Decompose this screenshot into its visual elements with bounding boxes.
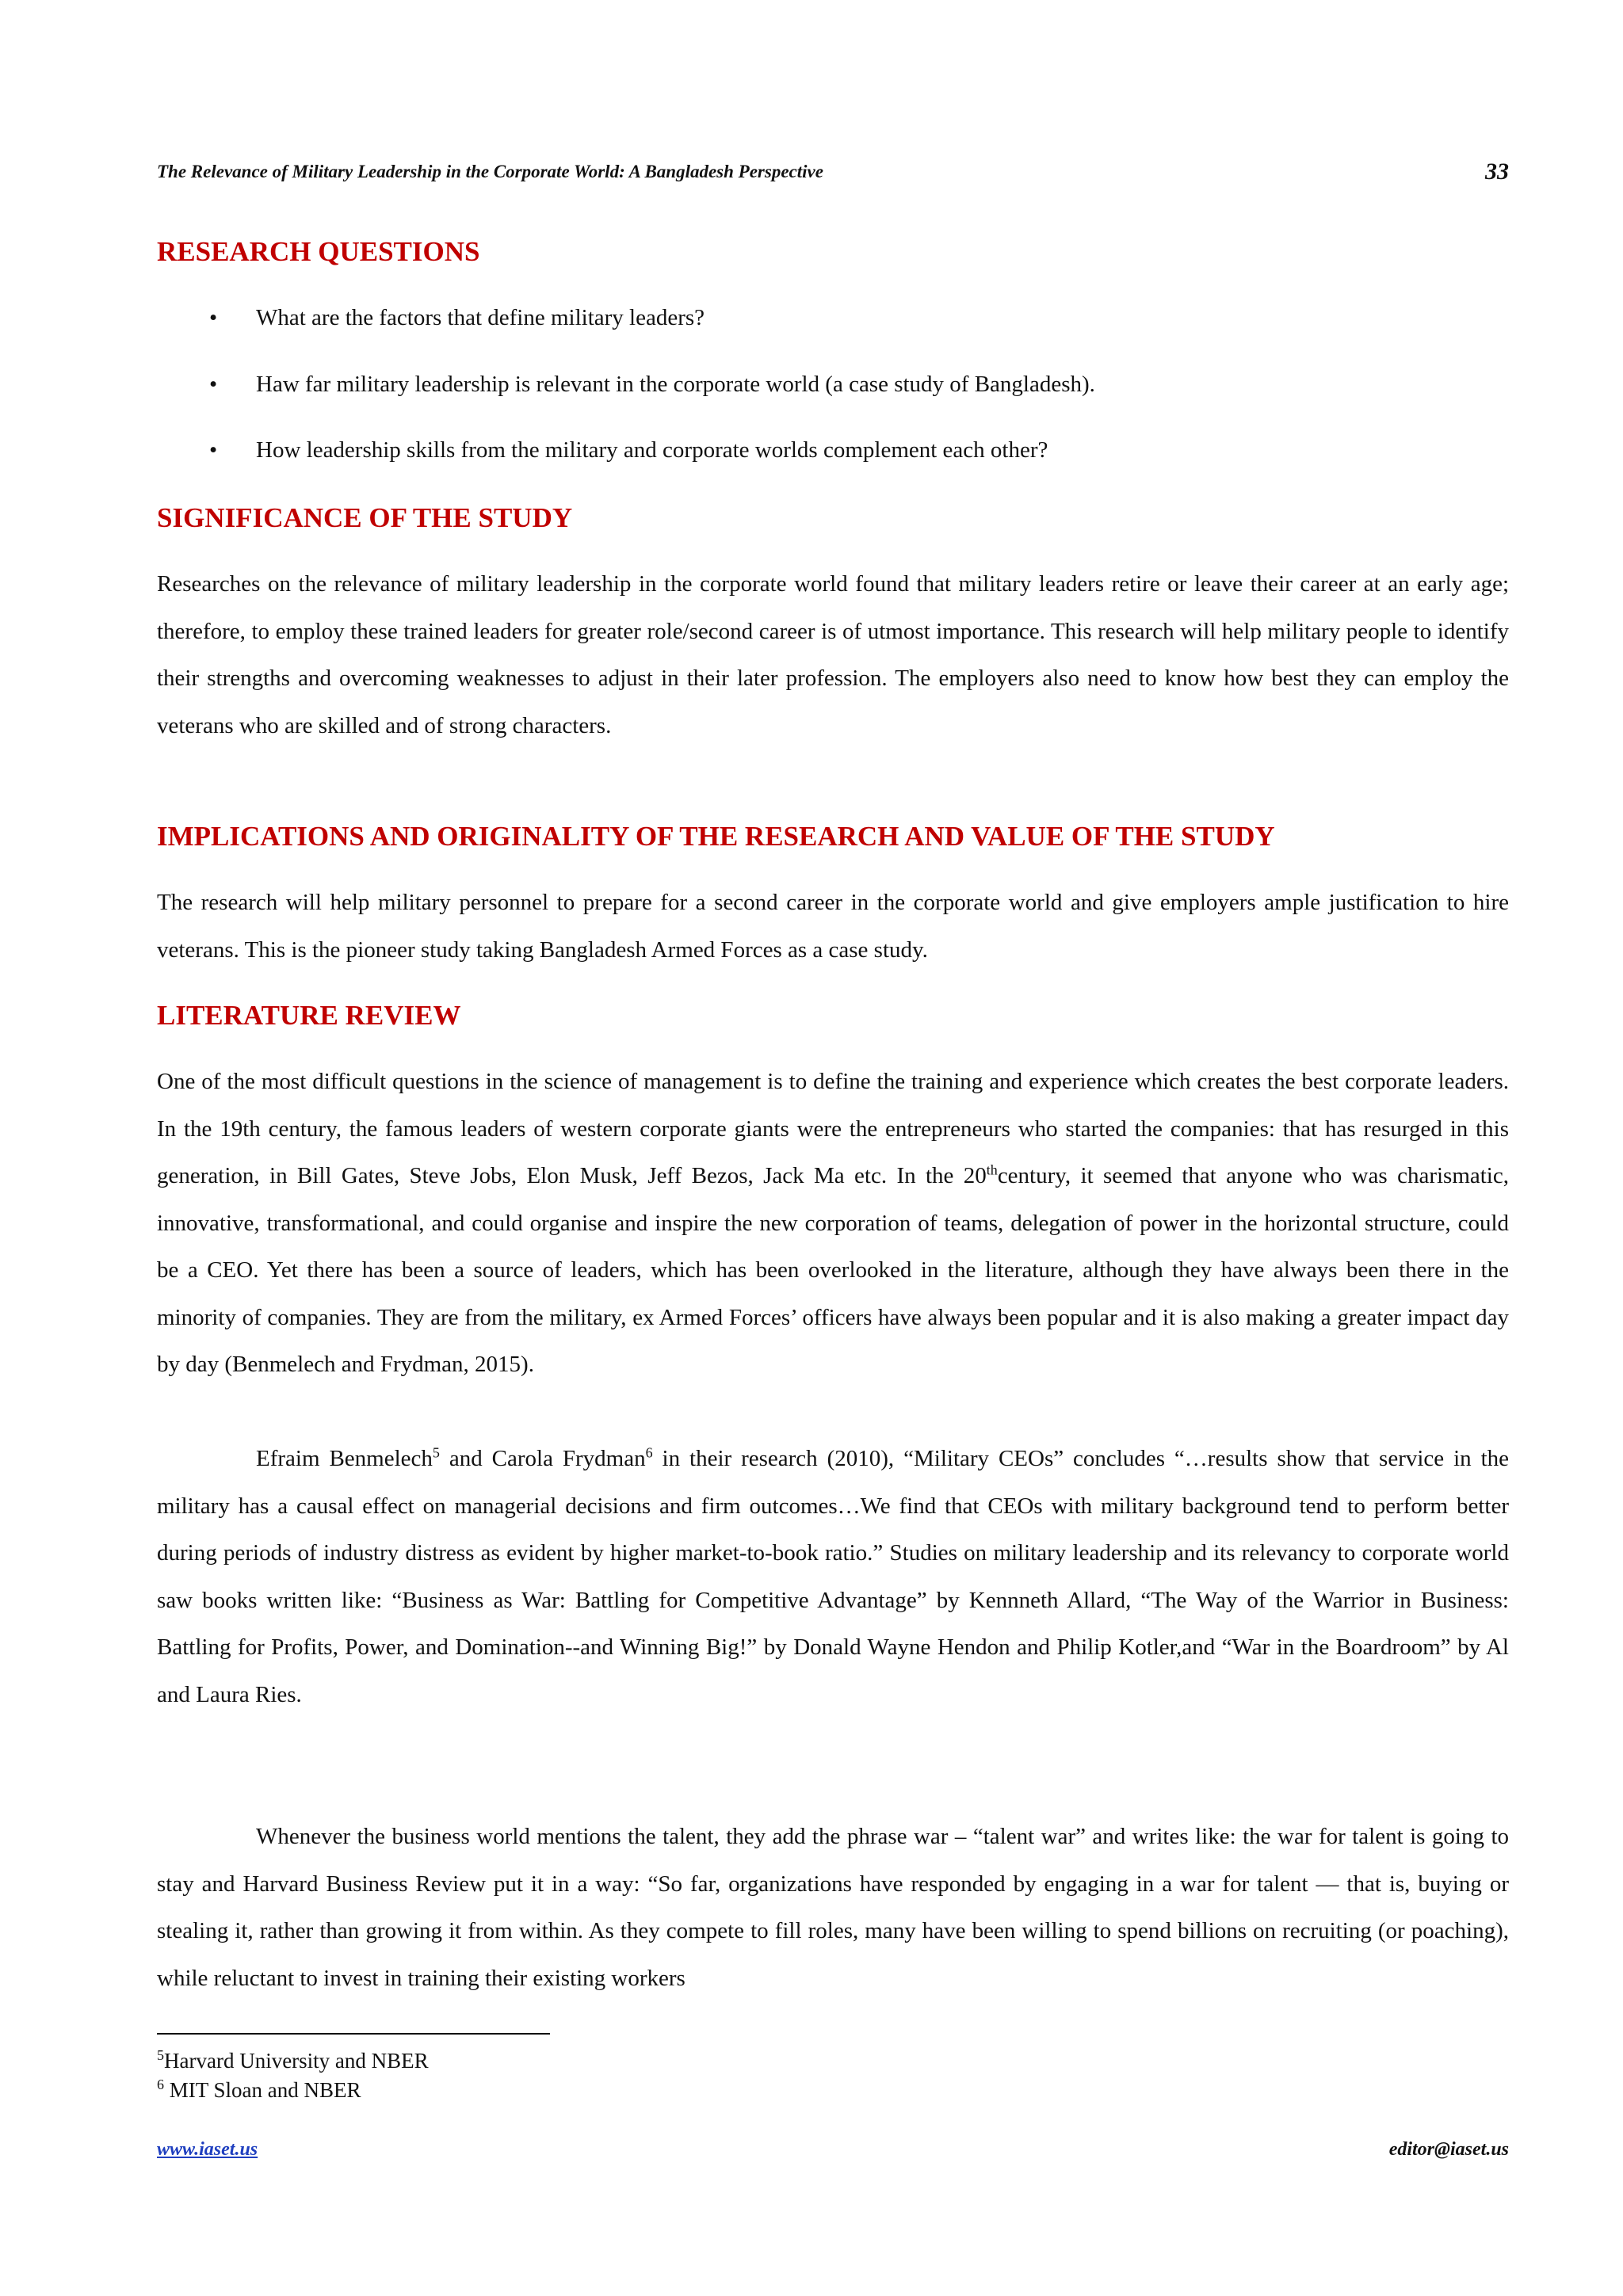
significance-paragraph: Researches on the relevance of military leadership in the corporate world found that military leaders retire or leave their career at an early age; therefore, to employ these trained leaders for greater role/second career is of utmost importance. This research will help military people to identify their strengths and overcoming weaknesses to adjust in their later profession. The employers also need to know how best they can employ the veterans who are skilled and of strong characters. xyxy=(157,571,1509,738)
heading-literature-review: LITERATURE REVIEW xyxy=(157,1000,461,1031)
footnote-5 xyxy=(157,2049,429,2073)
website-link[interactable]: www.iaset.us xyxy=(157,2139,258,2160)
heading-significance: SIGNIFICANCE OF THE STUDY xyxy=(157,502,573,533)
research-question-text: Haw far military leadership is relevant in the corporate world (a case study of Bangladesh). xyxy=(256,372,1095,397)
text-run: and Carola Frydman xyxy=(439,1446,646,1471)
bullet-icon: • xyxy=(209,305,218,330)
literature-paragraph-2 xyxy=(157,1436,1509,1718)
footnote-6 xyxy=(157,2078,361,2103)
implications-paragraph: The research will help military personnel to prepare for a second career in the corporate world and give employers ample justification to hire veterans. This is the pioneer study taking Bangladesh Armed Forces as a case study. xyxy=(157,890,1509,963)
footer-email: editor@iaset.us xyxy=(1388,2139,1509,2160)
bullet-icon: • xyxy=(209,437,218,463)
heading-implications: IMPLICATIONS AND ORIGINALITY OF THE RESEARCH AND VALUE OF THE STUDY xyxy=(157,821,1275,852)
bullet-icon: • xyxy=(209,372,218,397)
running-header xyxy=(157,158,1509,190)
footnote-ref-6: 6 xyxy=(645,1444,653,1461)
footnote-divider xyxy=(157,2033,550,2035)
text-run: Efraim Benmelech xyxy=(256,1446,433,1471)
footnote-text: Harvard University and NBER xyxy=(164,2049,429,2073)
footnote-mark: 5 xyxy=(157,2047,164,2063)
research-question-text: How leadership skills from the military and corporate worlds complement each other? xyxy=(256,437,1048,463)
literature-paragraph-1 xyxy=(157,1058,1509,1389)
text-run: in their research (2010), “Military CEOs” concludes “…results show that service in the military has a causal effect on managerial decisions and firm outcomes…We find that CEOs with military background tend to perform better during periods of industry distress as evident by higher market-to-book ratio.” Studies on military leadership and its relevancy to corporate world saw books written like: “Business as War: Battling for Competitive Advantage” by Kennneth Allard, “The Way of the Warrior in Business: Battling for Profits, Power, and Domination--and Winning Big!” by Donald Wayne Hendon and Philip Kotler,and “War in the Boardroom” by Al and Laura Ries. xyxy=(157,1446,1510,1707)
text-run: One of the most difficult questions in the science of management is to define the training and experience which creates the best corporate leaders. In the 19th century, the famous leaders of western corporate giants were the entrepreneurs who started the companies: that has resurged in this generation, in Bill Gates, Steve Jobs, Elon Musk, Jeff Bezos, Jack Ma etc. In the 20 xyxy=(157,1069,1509,1188)
text-run: century, it seemed that anyone who was charismatic, innovative, transformational, and could organise and inspire the new corporation of teams, delegation of power in the horizontal structure, could be a CEO. Yet there has been a source of leaders, which has been overlooked in the literature, although they have always been there in the minority of companies. They are from the military, ex Armed Forces’ officers have always been popular and it is also making a greater impact day by day (Benmelech and Frydman, 2015). xyxy=(157,1163,1509,1377)
superscript: th xyxy=(986,1161,998,1178)
footnote-ref-5: 5 xyxy=(432,1444,440,1461)
footnote-text: MIT Sloan and NBER xyxy=(164,2078,361,2102)
page-number: 33 xyxy=(1485,158,1509,185)
literature-paragraph-3: Whenever the business world mentions the talent, they add the phrase war – “talent war” and writes like: the war for talent is going to stay and Harvard Business Review put it in a way: “So far, organizations have responded by engaging in a war for talent — that is, buying or stealing it, rather than growing it from within. As they compete to fill roles, many have been willing to spend billions on recruiting (or poaching), while reluctant to invest in training their existing workers xyxy=(157,1824,1509,1991)
running-title: The Relevance of Military Leadership in the Corporate World: A Bangladesh Perspective xyxy=(157,162,823,181)
research-question-text: What are the factors that define military leaders? xyxy=(256,305,705,330)
footnote-mark: 6 xyxy=(157,2077,164,2092)
heading-research-questions: RESEARCH QUESTIONS xyxy=(157,236,480,267)
